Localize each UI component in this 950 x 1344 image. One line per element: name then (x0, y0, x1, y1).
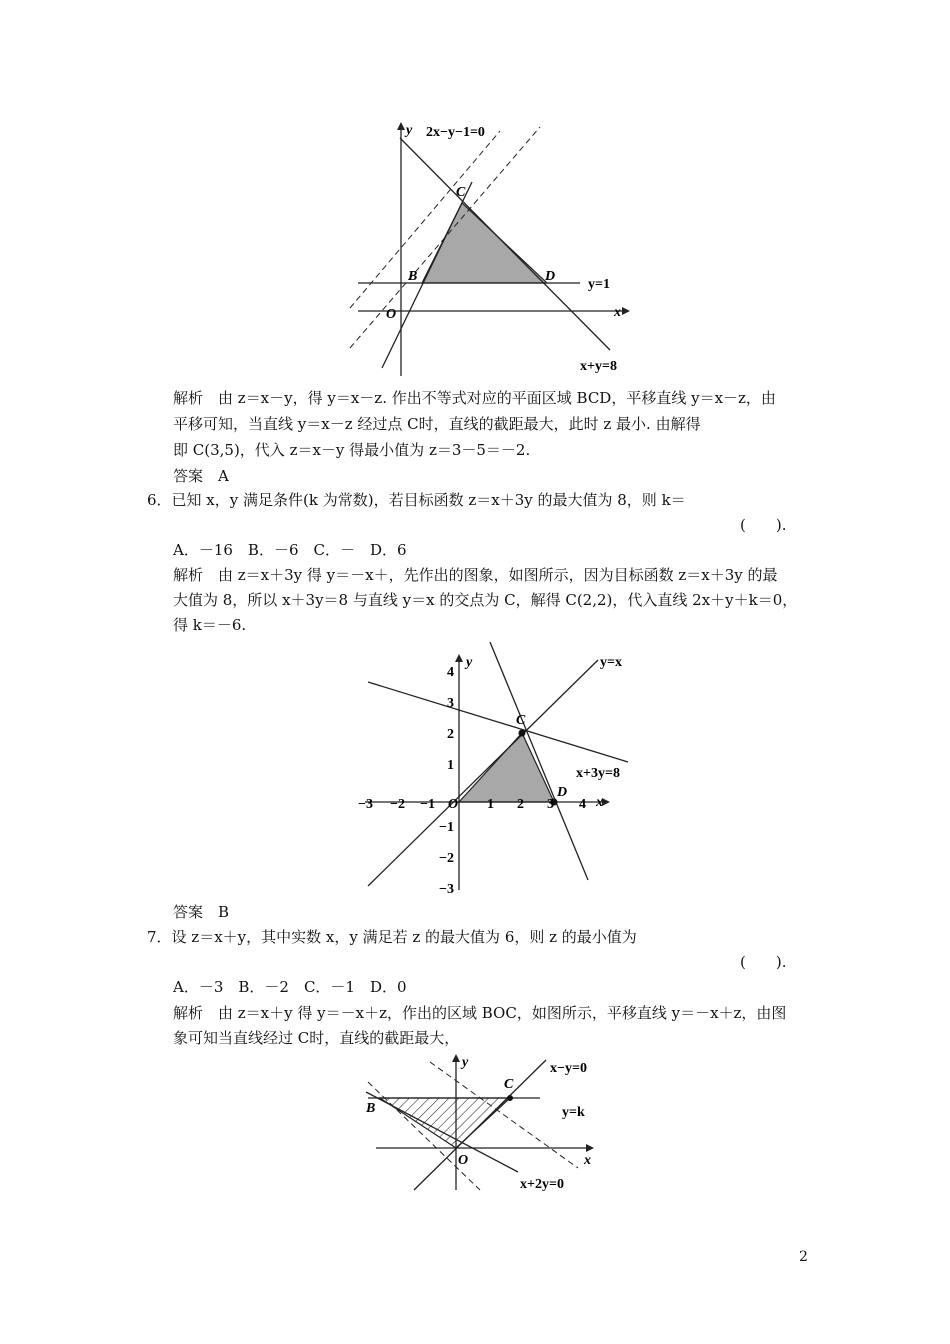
y-axis-label: y (462, 1055, 469, 1070)
x-axis-arrow (622, 307, 630, 315)
problem-7-bracket: ( ). (740, 953, 787, 971)
problem-5-analysis-line-3: 即 C(3,5)，代入 z＝x－y 得最小值为 z＝3－5＝－2. (173, 441, 531, 459)
y-axis-arrow (452, 1054, 460, 1062)
x-tick-label: −2 (390, 797, 405, 812)
problem-6-stem: 6．已知 x，y 满足条件(k 为常数)，若目标函数 z＝x＋3y 的最大值为 8，则 k＝ (147, 491, 686, 509)
y-tick-label: 1 (447, 758, 454, 773)
problem-7-analysis-line-2: 象可知当直线经过 C时，直线的截距最大， (173, 1029, 460, 1047)
line-1-label: 2x−y−1=0 (426, 125, 485, 140)
figure-1-feasible-region-bcd (340, 118, 640, 380)
x-axis-label: x (584, 1153, 591, 1168)
problem-5-analysis-line-1: 解析 由 z＝x－y，得 y＝x－z. 作出不等式对应的平面区域 BCD，平移直线 y＝x－z，由 (173, 389, 776, 407)
y-axis-arrow (397, 122, 405, 130)
dashed-objective-line-1 (350, 127, 540, 348)
line-1-label: x−y=0 (550, 1061, 587, 1076)
line-x-plus-3y-label: x+3y=8 (576, 766, 620, 781)
shaded-region-bcd (422, 203, 547, 283)
x-tick-label: −3 (358, 797, 373, 812)
line-x-plus-3y-8 (368, 682, 628, 762)
problem-6-analysis-line-1: 解析 由 z＝x＋3y 得 y＝－x＋，先作出的图象，如图所示，因为目标函数 z＝x＋3y 的最 (173, 566, 778, 584)
point-c-label: C (456, 185, 466, 200)
figure-3-region-boc (358, 1050, 618, 1198)
y-tick-label: 3 (447, 696, 454, 711)
line-x-plus-y-8 (400, 138, 610, 350)
line-y-equals-x (368, 660, 598, 886)
problem-5-answer: 答案 A (173, 467, 229, 485)
y-axis-label: y (406, 123, 413, 138)
problem-7-analysis-line-1: 解析 由 z＝x＋y 得 y＝－x＋z，作出的区域 BOC，如图所示，平移直线 y＝－x＋z，由图 (173, 1004, 787, 1022)
x-tick-label: 4 (579, 797, 586, 812)
point-c-label: C (516, 713, 526, 728)
y-tick-label: −3 (439, 882, 454, 895)
origin-label: O (448, 797, 459, 812)
x-tick-label: 2 (517, 797, 524, 812)
point-d-label: D (545, 269, 556, 284)
x-tick-label: 3 (547, 797, 554, 812)
y-tick-label: 2 (447, 727, 454, 742)
point-c-marker (507, 1095, 513, 1101)
y-axis-arrow (455, 654, 463, 662)
problem-6-analysis-line-3: 得 k＝－6. (173, 616, 247, 634)
x-axis-label: x (614, 305, 621, 320)
y-tick-label: 4 (447, 665, 454, 680)
y-tick-label: −2 (439, 851, 454, 866)
x-tick-label: −1 (420, 797, 435, 812)
problem-6-options: A．－16 B．－6 C．－ D．6 (173, 541, 407, 559)
point-b-label: B (408, 269, 418, 284)
problem-6-bracket: ( ). (740, 516, 787, 534)
line-2-label: y=1 (588, 277, 610, 292)
page-number: 2 (799, 1249, 808, 1265)
origin-label: O (458, 1153, 469, 1168)
origin-label: O (386, 307, 397, 322)
problem-7-options: A．－3 B．－2 C．－1 D．0 (173, 978, 407, 996)
x-axis-arrow (586, 1144, 594, 1152)
line-y-equals-x-label: y=x (600, 655, 622, 670)
line-2-label: y=k (562, 1105, 585, 1120)
line-3-label: x+y=8 (580, 359, 617, 374)
x-axis-label: x (596, 795, 603, 810)
line-3-label: x+2y=0 (520, 1177, 564, 1192)
y-axis-label: y (466, 655, 473, 670)
problem-5-analysis-line-2: 平移可知，当直线 y＝x－z 经过点 C时，直线的截距最大，此时 z 最小. 由解得 (173, 415, 701, 433)
point-b-label: B (366, 1101, 376, 1116)
y-tick-label: −1 (439, 820, 454, 835)
problem-6-analysis-line-2: 大值为 8，所以 x＋3y＝8 与直线 y＝x 的交点为 C，解得 C(2,2)，代入直线 2x＋y＋k＝0， (173, 591, 798, 609)
figure-2-feasible-region (350, 640, 640, 895)
point-c-label: C (504, 1077, 514, 1092)
point-c-marker (519, 730, 526, 737)
point-d-label: D (557, 785, 568, 800)
problem-6-answer: 答案 B (173, 903, 230, 921)
problem-7-stem: 7．设 z＝x＋y，其中实数 x，y 满足若 z 的最大值为 6，则 z 的最小值为 (147, 928, 637, 946)
shaded-region-ocd (459, 733, 554, 802)
x-axis-arrow (602, 798, 610, 806)
x-tick-label: 1 (487, 797, 494, 812)
